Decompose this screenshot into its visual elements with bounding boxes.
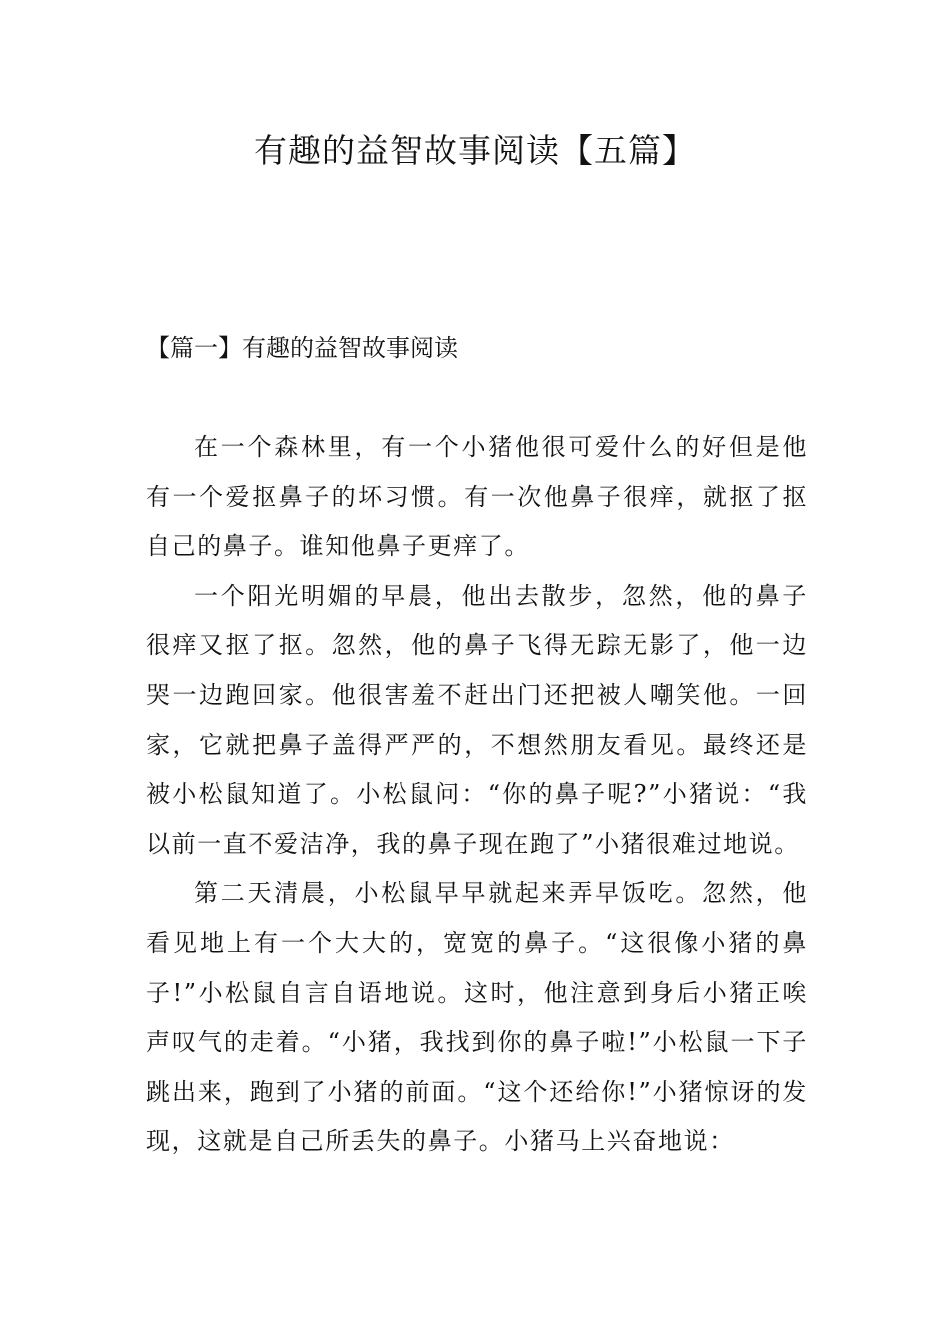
story-paragraph-2: 一个阳光明媚的早晨，他出去散步，忽然，他的鼻子很痒又抠了抠。忽然，他的鼻子飞得无踪无影了，他一边哭一边跑回家。他很害羞不赶出门还把被人嘲笑他。一回家，它就把鼻子盖得严严的，不想然朋友看见。最终还是被小松鼠知道了。小松鼠问：“你的鼻子呢?”小猪说：“我以前一直不爱洁净，我的鼻子现在跑了”小猪很难过地说。 [146,581,808,858]
document-title: 有趣的益智故事阅读【五篇】 [254,131,696,170]
story-paragraph-3: 第二天清晨，小松鼠早早就起来弄早饭吃。忽然，他看见地上有一个大大的，宽宽的鼻子。“这很像小猪的鼻子!”小松鼠自言自语地说。这时，他注意到身后小猪正唉声叹气的走着。“小猪，我找到你的鼻子啦!”小松鼠一下子跳出来，跑到了小猪的前面。“这个还给你!”小猪惊讶的发现，这就是自己所丢失的鼻子。小猪马上兴奋地说： [146,879,808,1156]
story-paragraph-1: 在一个森林里，有一个小猪他很可爱什么的好但是他有一个爱抠鼻子的坏习惯。有一次他鼻子很痒，就抠了抠自己的鼻子。谁知他鼻子更痒了。 [146,433,808,561]
section-heading: 【篇一】有趣的益智故事阅读 [146,334,458,362]
story-body [146,423,808,1167]
